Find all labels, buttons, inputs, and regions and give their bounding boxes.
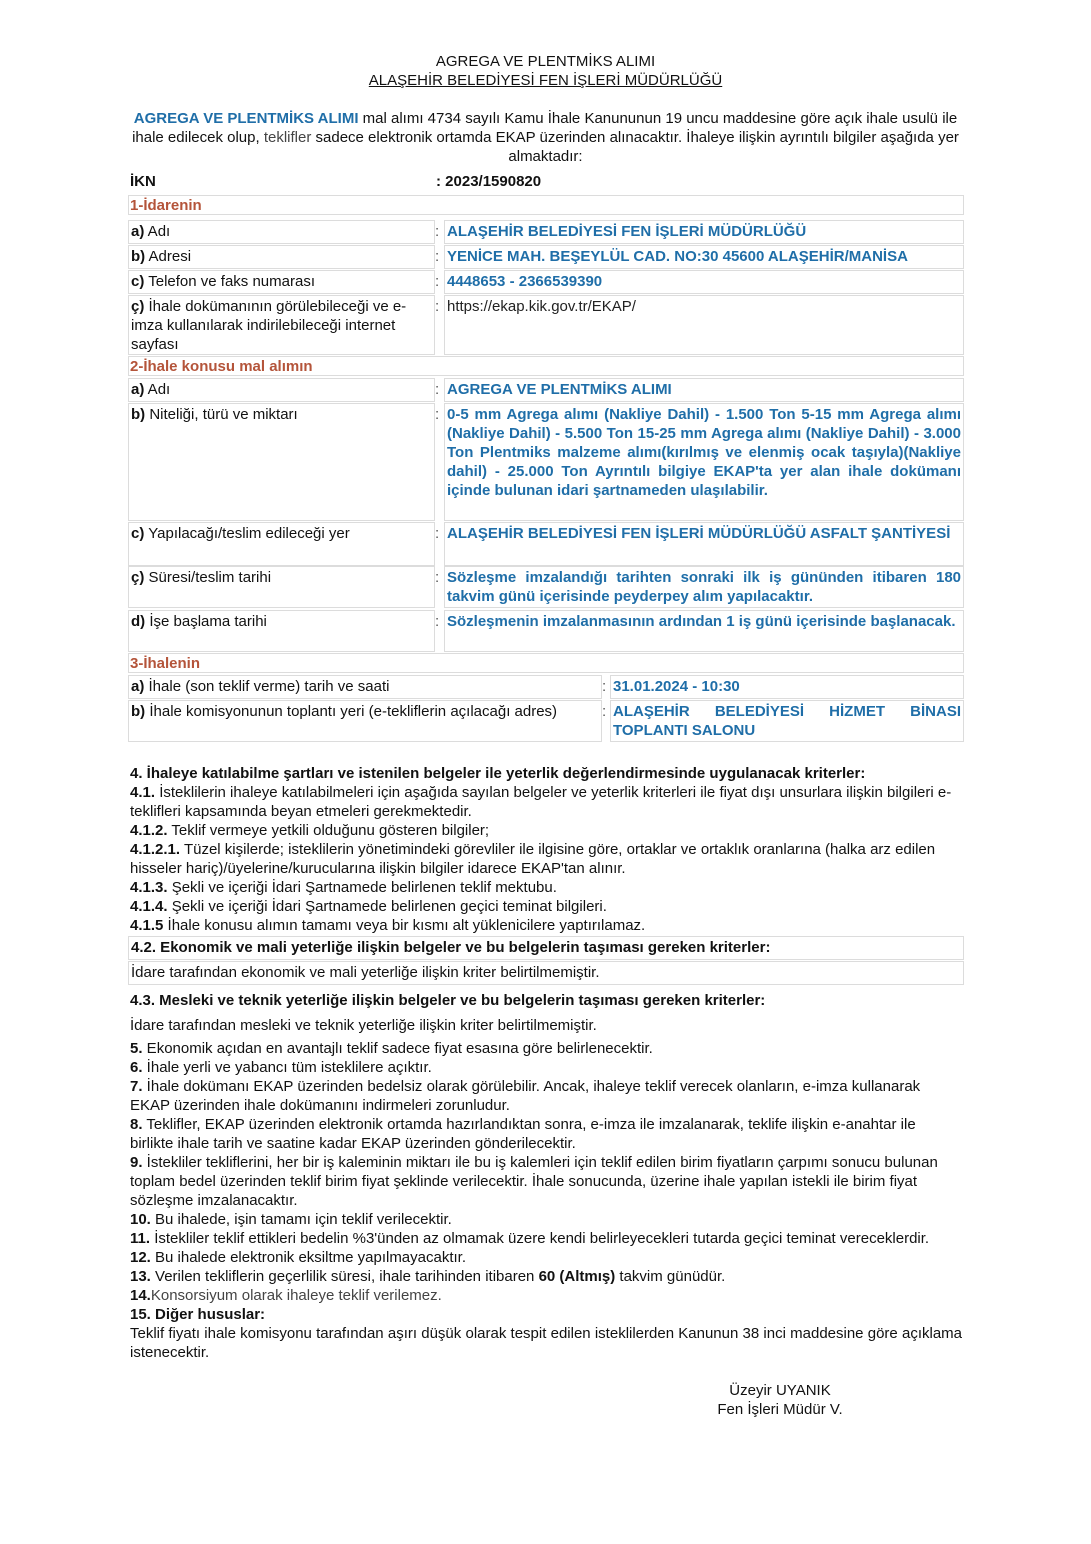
item-text: İhale dokümanı EKAP üzerinden bedelsiz olarak görülebilir. Ancak, ihaleye teklif verecek olanların, e-imza kullanarak EKAP üzerinden ihale dokümanını indirmeleri zorunludur. [130, 1078, 921, 1114]
item-bold: 60 (Altmış) [538, 1268, 616, 1285]
list-item [130, 1153, 962, 1210]
row-label: Adresi [145, 248, 192, 265]
criteria-4-1-5 [130, 916, 962, 935]
row-key: c) [131, 273, 145, 290]
intro-text-3: sadece elektronik ortamda EKAP üzerinden alınacaktır. İhaleye ilişkin ayrıntılı bilgiler aşağıda yer almaktadır: [311, 129, 959, 165]
table-row: ç) Süresi/teslim tarihi : Sözleşme imzalandığı tarihten sonraki ilk iş gününden itibaren 180 takvim günü içerisinde peyderpey alım yapılacaktır. [128, 566, 964, 608]
item-number: 7. [130, 1078, 143, 1095]
item-number: 8. [130, 1116, 143, 1133]
item-number: 5. [130, 1040, 143, 1057]
item-text: Bu ihalede elektronik eksiltme yapılmayacaktır. [150, 1249, 467, 1266]
item-number: 14. [130, 1287, 151, 1304]
table-row: b) İhale komisyonunun toplantı yeri (e-tekliflerin açılacağı adres) : ALAŞEHİR BELEDİYESİ HİZMET BİNASI TOPLANTI SALONU [128, 700, 964, 742]
criteria-4-3-text: İdare tarafından mesleki ve teknik yeterliğe ilişkin kriter belirtilmemiştir. [130, 1017, 597, 1034]
intro-text-1: mal alımı 4734 sayılı Kamu İhale Kanununun 19 uncu maddesine göre açık ihale usulü ile ihale edilecek olup, [132, 110, 958, 146]
list-item [130, 1267, 962, 1286]
row-value: YENİCE MAH. BEŞEYLÜL CAD. NO:30 45600 ALAŞEHİR/MANİSA [444, 245, 964, 269]
row-key: a) [131, 381, 145, 398]
table-row: a) Adı : AGREGA VE PLENTMİKS ALIMI [128, 378, 964, 402]
row-value: ALAŞEHİR BELEDİYESİ FEN İŞLERİ MÜDÜRLÜĞÜ ASFALT ŞANTİYESİ [444, 522, 964, 566]
item-text: İsteklilerin ihaleye katılabilmeleri için aşağıda sayılan belgeler ve yeterlik kriterleri ile fiyat dışı unsurlara ilişkin bilgileri e-teklifleri kapsamında beyan etmeleri gerekmektedir. [130, 784, 952, 820]
ikn-row [130, 172, 964, 192]
row-key: d) [131, 613, 146, 630]
item-text: Şekli ve içeriği İdari Şartnamede belirlenen teklif mektubu. [167, 879, 557, 896]
row-value: Sözleşme imzalandığı tarihten sonraki ilk iş gününden itibaren 180 takvim günü içerisinde peyderpey alım yapılacaktır. [444, 566, 964, 608]
row-key: ç) [131, 569, 145, 586]
item-text: Teklif vermeye yetkili olduğunu gösteren bilgiler; [167, 822, 490, 839]
intro-highlight: AGREGA VE PLENTMİKS ALIMI [133, 110, 359, 127]
intro-text-2: teklifler [263, 129, 312, 146]
section-1-title: 1-İdarenin [128, 195, 964, 215]
row-label: Yapılacağı/teslim edileceği yer [144, 525, 350, 542]
row-label: Adı [144, 223, 171, 240]
ekap-link[interactable]: https://ekap.kik.gov.tr/EKAP/ [444, 295, 964, 355]
table-row: b) Adresi : YENİCE MAH. BEŞEYLÜL CAD. NO:30 45600 ALAŞEHİR/MANİSA [128, 245, 964, 269]
criteria-4-1-3 [130, 878, 962, 897]
row-label: İhale dokümanının görülebileceği ve e-imza kullanılarak indirilebileceği internet sayfası [131, 298, 407, 353]
criteria-4-3-heading: 4.3. Mesleki ve teknik yeterliğe ilişkin belgeler ve bu belgelerin taşıması gereken kriterler: [130, 992, 766, 1009]
item-number: 10. [130, 1211, 151, 1228]
row-label: Telefon ve faks numarası [144, 273, 315, 290]
item-text: Ekonomik açıdan en avantajlı teklif sadece fiyat esasına göre belirlenecektir. [142, 1040, 653, 1057]
document-title: AGREGA VE PLENTMİKS ALIMI [435, 53, 656, 70]
item-text: Bu ihalede, işin tamamı için teklif verilecektir. [150, 1211, 452, 1228]
criteria-4-1-2 [130, 821, 962, 840]
item-text: Verilen tekliflerin geçerlilik süresi, ihale tarihinden itibaren [150, 1268, 539, 1285]
item-text: Tüzel kişilerde; isteklilerin yönetimindeki görevliler ile ilgisine göre, ortaklar ve ortaklık oranlarına (halka arz edilen hisseler hariç)/üyelerine/kurucularına ilişkin bilgiler idarece EKAP'tan alınır. [130, 841, 936, 877]
row-key: ç) [131, 298, 145, 315]
list-item [130, 1039, 962, 1058]
row-value: ALAŞEHİR BELEDİYESİ HİZMET BİNASI TOPLANTI SALONU [610, 700, 964, 742]
row-label: Süresi/teslim tarihi [144, 569, 272, 586]
row-label: İşe başlama tarihi [145, 613, 267, 630]
other-text: Teklif fiyatı ihale komisyonu tarafından aşırı düşük olarak tespit edilen isteklilerden Kanunun 38 inci maddesine göre açıklama istenecektir. [130, 1325, 962, 1361]
item-text: İstekliler teklif ettikleri bedelin %3'ünden az olmamak üzere kendi belirleyecekleri tutarda geçici teminat vereceklerdir. [150, 1230, 930, 1247]
row-label: İhale (son teklif verme) tarih ve saati [144, 678, 390, 695]
ikn-label: İKN [130, 173, 156, 190]
list-item [130, 1210, 962, 1229]
item-number: 13. [130, 1268, 151, 1285]
item-number: 4.1.2.1. [130, 841, 181, 858]
list-item [130, 1058, 962, 1077]
row-key: a) [131, 678, 145, 695]
item-text: takvim günüdür. [615, 1268, 726, 1285]
item-number: 4.1.2. [130, 822, 168, 839]
section-3-title: 3-İhalenin [128, 653, 964, 673]
row-value: 0-5 mm Agrega alımı (Nakliye Dahil) - 1.500 Ton 5-15 mm Agrega alımı (Nakliye Dahil) - 5.500 Ton 15-25 mm Agrega alımı (Nakliye Dahil) - 3.000 Ton Plentmiks malzeme alımı(kırılmış ve elenmiş ocak taşıyla)(Nakliye dahil) - 25.000 Ton Ayrıntılı bilgiye EKAP'ta yer alan ihale dokümanı içinde bulunan idari şartnameden ulaşılabilir. [444, 403, 964, 521]
item-number: 4.1.5 [130, 917, 164, 934]
row-label: Niteliği, türü ve miktarı [145, 406, 298, 423]
table-row: a) İhale (son teklif verme) tarih ve saati : 31.01.2024 - 10:30 [128, 675, 964, 699]
row-key: b) [131, 703, 146, 720]
intro-paragraph [128, 109, 963, 166]
item-number: 11. [130, 1230, 151, 1247]
item-number: 9. [130, 1154, 143, 1171]
list-item [130, 1229, 962, 1248]
item-text: İhale konusu alımın tamamı veya bir kısmı alt yüklenicilere yaptırılamaz. [163, 917, 646, 934]
criteria-4-2-text: İdare tarafından ekonomik ve mali yeterliğe ilişkin kriter belirtilmemiştir. [128, 961, 964, 985]
item-text: Teklifler, EKAP üzerinden elektronik ortamda hazırlandıktan sonra, e-imza ile imzalanarak, teklife ilişkin e-anahtar ile birlikte ihale tarih ve saatine kadar EKAP üzerinden gönderilecektir. [130, 1116, 916, 1152]
table-row: d) İşe başlama tarihi : Sözleşmenin imzalanmasının ardından 1 iş günü içerisinde başlanacak. [128, 610, 964, 652]
criteria-4-1-2-1 [130, 840, 962, 878]
table-row: c) Telefon ve faks numarası : 4448653 - 2366539390 [128, 270, 964, 294]
row-label: İhale komisyonunun toplantı yeri (e-tekliflerin açılacağı adres) [145, 703, 558, 720]
section-2-title: 2-İhale konusu mal alımın [128, 356, 964, 376]
item-text: Şekli ve içeriği İdari Şartnamede belirlenen geçici teminat bilgileri. [167, 898, 607, 915]
other-heading: 15. Diğer hususlar: [130, 1306, 266, 1323]
list-item [130, 1077, 962, 1115]
criteria-block [130, 764, 962, 935]
item-number: 4.1.3. [130, 879, 168, 896]
item-text: İhale yerli ve yabancı tüm isteklilere açıktır. [142, 1059, 432, 1076]
document-subtitle: ALAŞEHİR BELEDİYESİ FEN İŞLERİ MÜDÜRLÜĞÜ [368, 72, 723, 89]
item-number: 4.1. [130, 784, 156, 801]
table-row: a) Adı : ALAŞEHİR BELEDİYESİ FEN İŞLERİ MÜDÜRLÜĞÜ [128, 220, 964, 244]
criteria-4-1 [130, 783, 962, 821]
row-label: Adı [144, 381, 171, 398]
criteria-4-3 [130, 991, 962, 1035]
row-key: b) [131, 406, 146, 423]
list-item [130, 1115, 962, 1153]
list-item [130, 1286, 962, 1305]
ikn-value: : 2023/1590820 [436, 173, 542, 190]
signature-title: Fen İşleri Müdür V. [717, 1401, 843, 1418]
row-value: Sözleşmenin imzalanmasının ardından 1 iş günü içerisinde başlanacak. [444, 610, 964, 652]
criteria-heading: 4. İhaleye katılabilme şartları ve istenilen belgeler ile yeterlik değerlendirmesinde uygulanacak kriterler: [130, 765, 866, 782]
row-key: a) [131, 223, 145, 240]
list-item [130, 1248, 962, 1267]
item-text: Konsorsiyum olarak ihaleye teklif verilemez. [150, 1287, 442, 1304]
criteria-4-1-4 [130, 897, 962, 916]
item-number: 6. [130, 1059, 143, 1076]
table-row: b) Niteliği, türü ve miktarı : 0-5 mm Agrega alımı (Nakliye Dahil) - 1.500 Ton 5-15 mm Agrega alımı (Nakliye Dahil) - 5.500 Ton 15-25 mm Agrega alımı (Nakliye Dahil) - 3.000 Ton Plentmiks malzeme alımı(kırılmış ve elenmiş ocak taşıyla)(Nakliye dahil) - 25.000 Ton Ayrıntılı bilgiye EKAP'ta yer alan ihale dokümanı içinde bulunan idari şartnameden ulaşılabilir. [128, 403, 964, 521]
row-value: 31.01.2024 - 10:30 [610, 675, 964, 699]
item-number: 12. [130, 1249, 151, 1266]
criteria-4-2-heading: 4.2. Ekonomik ve mali yeterliğe ilişkin belgeler ve bu belgelerin taşıması gereken kriterler: [128, 936, 964, 960]
row-value: AGREGA VE PLENTMİKS ALIMI [444, 378, 964, 402]
row-key: c) [131, 525, 145, 542]
table-row: ç) İhale dokümanının görülebileceği ve e-imza kullanılarak indirilebileceği internet sayfası : https://ekap.kik.gov.tr/EKAP/ [128, 295, 964, 355]
item-number: 4.1.4. [130, 898, 168, 915]
signature-name: Üzeyir UYANIK [729, 1382, 831, 1399]
row-value: ALAŞEHİR BELEDİYESİ FEN İŞLERİ MÜDÜRLÜĞÜ [444, 220, 964, 244]
row-value: 4448653 - 2366539390 [444, 270, 964, 294]
items-list [130, 1039, 962, 1362]
row-key: b) [131, 248, 146, 265]
item-text: İstekliler tekliflerini, her bir iş kaleminin miktarı ile bu iş kalemleri için teklif edilen birim fiyatların çarpımı sonucu bulunan toplam bedel üzerinden teklif birim fiyat şeklinde verilecektir. İhale sonucunda, üzerine ihale yapılan istekli ile birim fiyat sözleşme imzalanacaktır. [130, 1154, 938, 1209]
table-row: c) Yapılacağı/teslim edileceği yer : ALAŞEHİR BELEDİYESİ FEN İŞLERİ MÜDÜRLÜĞÜ ASFALT ŞANTİYESİ [128, 522, 964, 566]
